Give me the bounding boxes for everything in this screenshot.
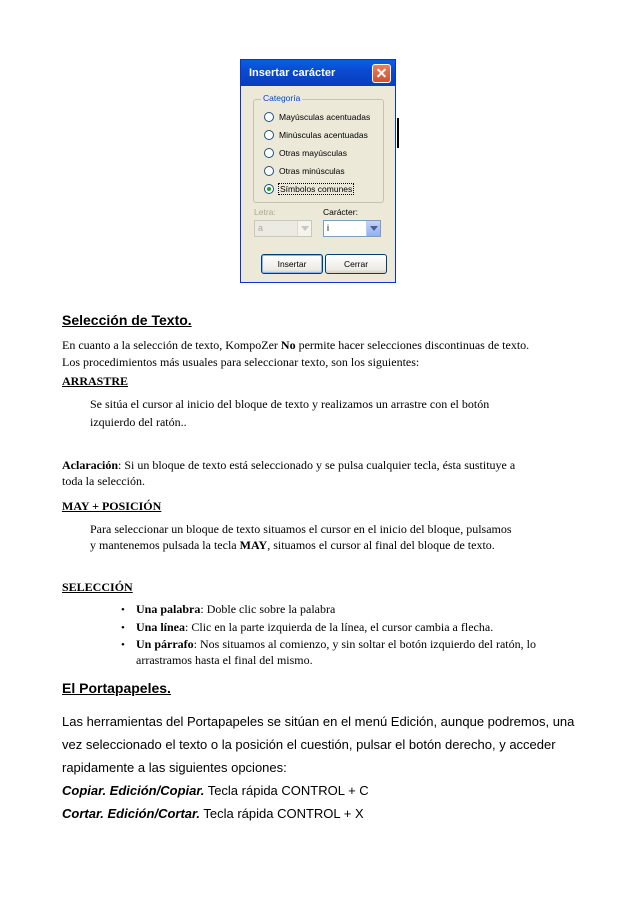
insert-character-dialog xyxy=(240,59,396,283)
may-text-a: y mantenemos pulsada la tecla xyxy=(90,538,240,552)
bullet-parrafo-line-2: arrastramos hasta el final del mismo. xyxy=(136,653,313,667)
heading-seleccion-texto: Selección de Texto. xyxy=(62,312,192,328)
radio-label: Otras mayúsculas xyxy=(279,148,348,158)
intro-bold-no: No xyxy=(280,338,296,352)
radio-simbolos-comunes[interactable] xyxy=(264,184,353,194)
radio-otras-minusculas[interactable] xyxy=(264,166,345,176)
may-line-2 xyxy=(90,538,495,553)
heading-portapapeles: El Portapapeles. xyxy=(62,680,171,696)
copy-bold: Copiar. Edición/Copiar. xyxy=(62,783,205,798)
character-select[interactable] xyxy=(323,220,381,237)
intro-text-c: permite hacer selecciones discontinuas de texto. xyxy=(295,338,530,352)
portapapeles-line-2: vez seleccionado el texto o la posición el cuestión, pulsar el botón derecho, y acceder xyxy=(62,737,556,752)
chevron-down-icon xyxy=(366,221,380,236)
character-label: Carácter: xyxy=(323,207,358,217)
cut-bold: Cortar. Edición/Cortar. xyxy=(62,806,200,821)
category-label: Categoría xyxy=(263,93,301,103)
radio-icon xyxy=(264,166,274,176)
seleccion-heading: SELECCIÓN xyxy=(62,580,133,594)
radio-icon xyxy=(264,130,274,140)
insert-button[interactable]: Insertar xyxy=(261,254,323,274)
may-posicion-heading: MAY + POSICIÓN xyxy=(62,499,162,513)
bullet-bold: Un párrafo xyxy=(136,637,194,651)
character-select-value: i xyxy=(327,223,329,233)
portapapeles-line-3: rapidamente a las siguientes opciones: xyxy=(62,760,287,775)
letter-select-value: a xyxy=(258,223,264,233)
radio-label: Otras minúsculas xyxy=(279,166,345,176)
intro-line-2: Los procedimientos más usuales para seleccionar texto, son los siguientes: xyxy=(62,355,420,369)
cut-text: Tecla rápida CONTROL + X xyxy=(199,806,364,821)
bullet-linea xyxy=(136,620,493,635)
radio-otras-mayusculas[interactable] xyxy=(264,148,347,158)
window-edge-divider xyxy=(397,118,399,148)
bullet-icon: • xyxy=(121,639,125,651)
copy-text: Tecla rápida CONTROL + C xyxy=(204,783,369,798)
bullet-bold: Una palabra xyxy=(136,602,201,616)
bullet-palabra xyxy=(136,602,335,617)
radio-label: Símbolos comunes xyxy=(280,184,353,194)
portapapeles-line-1: Las herramientas del Portapapeles se sitúan en el menú Edición, aunque podremos, una xyxy=(62,714,575,729)
arrastre-line-2: izquierdo del ratón.. xyxy=(90,415,187,429)
category-groupbox xyxy=(253,93,384,203)
aclaracion-line-2: toda la selección. xyxy=(62,474,145,488)
radio-icon xyxy=(264,148,274,158)
letter-label: Letra: xyxy=(254,207,276,217)
radio-label: Minúsculas acentuadas xyxy=(279,130,368,140)
dialog-titlebar xyxy=(241,60,395,86)
bullet-text: : Clic en la parte izquierda de la línea, el cursor cambia a flecha. xyxy=(185,620,494,634)
copy-shortcut xyxy=(62,783,369,798)
radio-icon xyxy=(264,112,274,122)
bullet-icon: • xyxy=(121,604,125,616)
aclaracion-line-1 xyxy=(62,458,515,473)
bullet-parrafo xyxy=(136,637,536,652)
intro-line-1 xyxy=(62,338,529,353)
radio-minusculas-acentuadas[interactable] xyxy=(264,130,368,140)
bullet-text: : Doble clic sobre la palabra xyxy=(200,602,336,616)
arrastre-heading: ARRASTRE xyxy=(62,374,129,388)
intro-text-a: En cuanto a la selección de texto, KompoZer xyxy=(62,338,281,352)
bullet-bold: Una línea xyxy=(136,620,186,634)
chevron-down-icon xyxy=(297,221,311,236)
close-icon[interactable] xyxy=(372,64,391,83)
close-button[interactable]: Cerrar xyxy=(325,254,387,274)
bullet-text: : Nos situamos al comienzo, y sin soltar el botón izquierdo del ratón, lo xyxy=(193,637,536,651)
letter-select[interactable] xyxy=(254,220,312,237)
aclaracion-label: Aclaración xyxy=(62,458,118,472)
cut-shortcut xyxy=(62,806,364,821)
may-bold-key: MAY xyxy=(239,538,268,552)
radio-mayusculas-acentuadas[interactable] xyxy=(264,112,370,122)
aclaracion-text: : Si un bloque de texto está seleccionado y se pulsa cualquier tecla, ésta sustituye a xyxy=(118,458,516,472)
radio-label: Mayúsculas acentuadas xyxy=(279,112,371,122)
radio-checked-icon xyxy=(264,184,274,194)
dialog-title: Insertar carácter xyxy=(249,67,336,79)
bullet-icon: • xyxy=(121,622,125,634)
arrastre-line-1: Se sitúa el cursor al inicio del bloque de texto y realizamos un arrastre con el botón xyxy=(90,397,490,411)
may-text-c: , situamos el cursor al final del bloque de texto. xyxy=(267,538,495,552)
may-line-1: Para seleccionar un bloque de texto situamos el cursor en el inicio del bloque, pulsamos xyxy=(90,522,512,536)
